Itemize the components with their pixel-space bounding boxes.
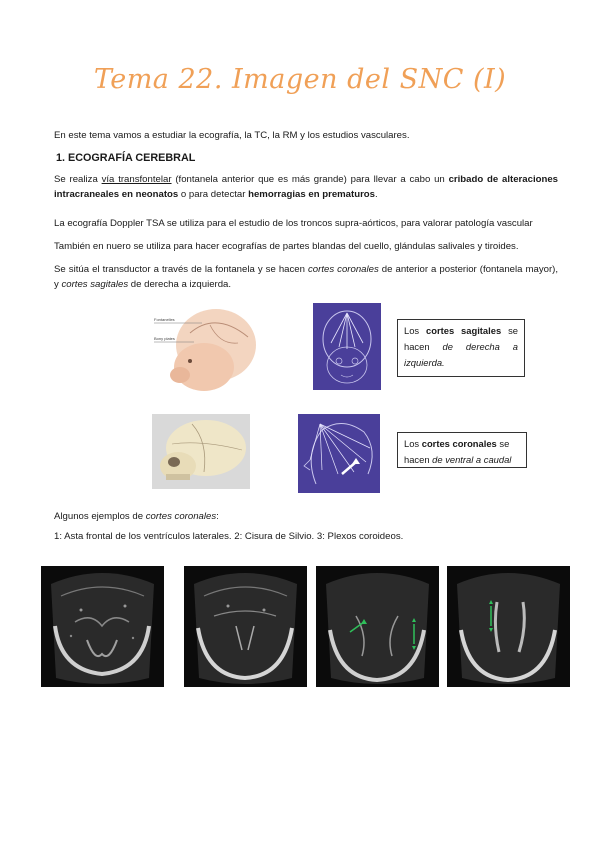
examples-list: 1: Asta frontal de los ventrículos laterales. 2: Cisura de Silvio. 3: Plexos coroideos. xyxy=(54,531,404,542)
fontanelles-label: Fontanelles xyxy=(154,317,175,322)
ultrasound-image xyxy=(41,566,164,687)
section-heading: 1. ECOGRAFÍA CEREBRAL xyxy=(56,152,196,164)
examples-label: Algunos ejemplos de cortes coronales: xyxy=(54,511,219,522)
bony-plates-label: Bony plates xyxy=(154,336,175,341)
intro-paragraph: En este tema vamos a estudiar la ecografía, la TC, la RM y los estudios vasculares. xyxy=(54,130,410,141)
paragraph-3: También en nuero se utiliza para hacer ecografías de partes blandas del cuello, glándulas salivales y tiroides. xyxy=(54,241,519,252)
skull-fontanelle-illustration xyxy=(152,414,250,489)
baby-head-illustration xyxy=(150,303,260,395)
ultrasound-image xyxy=(184,566,307,687)
ultrasound-image xyxy=(447,566,570,687)
paragraph-4: Se sitúa el transductor a través de la fontanela y se hacen cortes coronales de anterior a posterior (fontanela mayor), y cortes sagitales de derecha a izquierda. xyxy=(54,264,559,290)
callout-sagital: Los cortes sagitales se hacen de derecha a izquierda. xyxy=(397,319,525,377)
coronal-diagram xyxy=(298,414,380,493)
paragraph-1: Se realiza vía transfontelar (fontanela anterior que es más grande) para llevar a cabo un cribado de alteraciones intracraneales en neonatos o para detectar hemorragias en prematuros. xyxy=(54,174,558,200)
paragraph-2: La ecografía Doppler TSA se utiliza para el estudio de los troncos supra-aórticos, para valorar patología vascular xyxy=(54,218,533,229)
callout-coronal: Los cortes coronales se hacen de ventral a caudal xyxy=(397,432,527,468)
page-title: Tema 22. Imagen del SNC (I) xyxy=(93,64,507,95)
ultrasound-image xyxy=(316,566,439,687)
sagittal-diagram xyxy=(313,303,381,390)
